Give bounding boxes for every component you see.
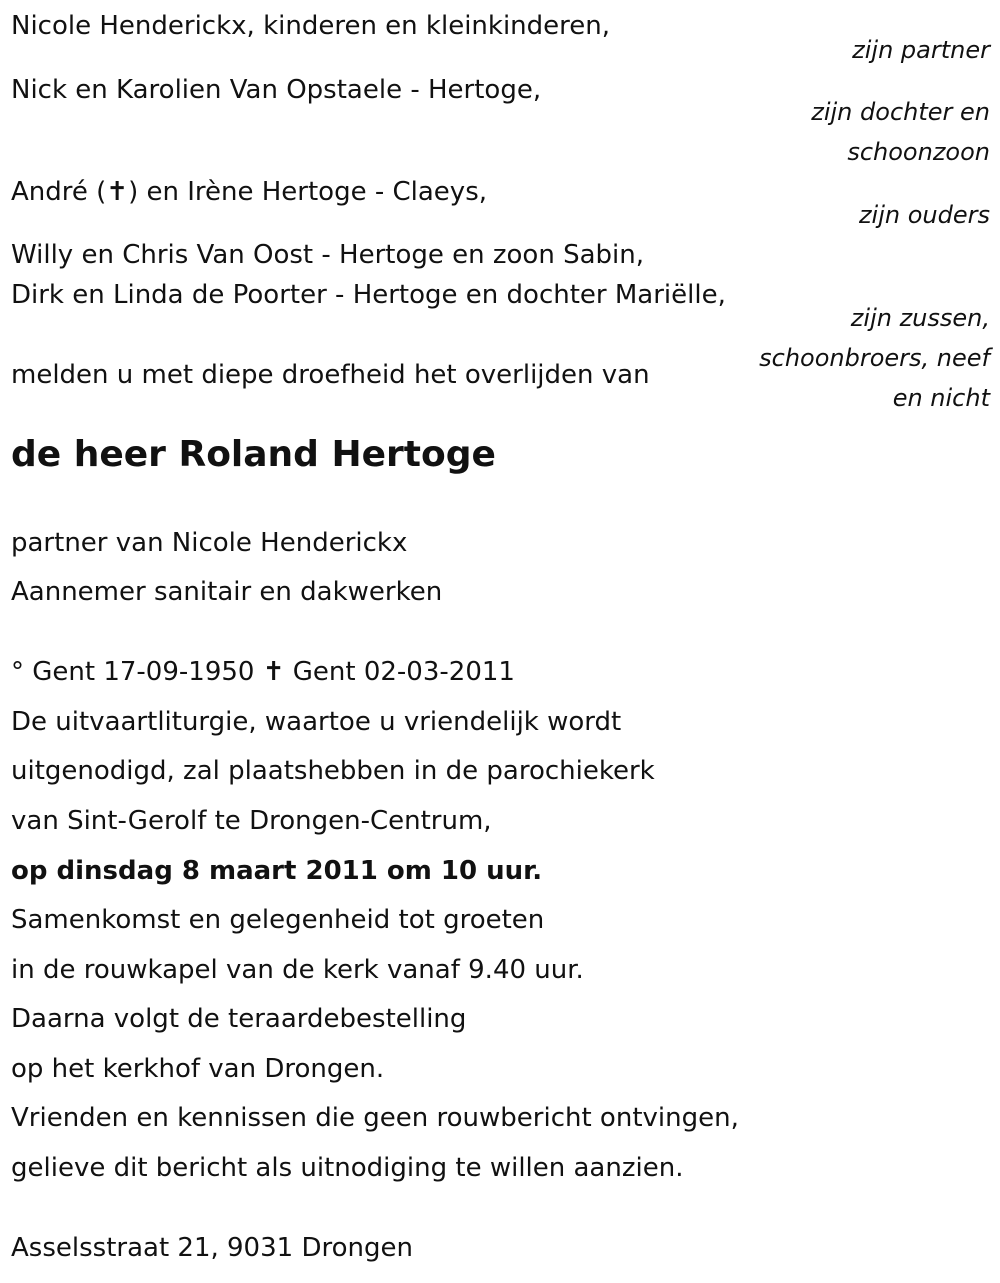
family-line-sister-2: Dirk en Linda de Poorter - Hertoge en dochter Mariëlle, [11,280,726,310]
description-profession: Aannemer sanitair en dakwerken [11,577,443,607]
address: Asselsstraat 21, 9031 Drongen [11,1233,413,1263]
role-parents: zijn ouders [858,201,990,229]
role-partner: zijn partner [852,36,990,64]
role-daughter: zijn dochter en [811,98,990,126]
details-line: gelieve dit bericht als uitnodiging te willen aanzien. [11,1153,684,1183]
announcement-text: melden u met diepe droefheid het overlijden van [11,360,650,390]
funeral-line: uitgenodigd, zal plaatshebben in de parochiekerk [11,756,655,786]
birth-death-dates: ° Gent 17-09-1950 ✝ Gent 02-03-2011 [11,657,515,687]
family-line-daughter: Nick en Karolien Van Opstaele - Hertoge, [11,75,542,105]
funeral-date: op dinsdag 8 maart 2011 om 10 uur. [11,856,543,886]
details-line: op het kerkhof van Drongen. [11,1054,385,1084]
family-line-partner: Nicole Henderickx, kinderen en kleinkinderen, [11,11,611,41]
deceased-name: de heer Roland Hertoge [11,434,496,475]
role-sisters: zijn zussen, [850,304,990,332]
details-line: Vrienden en kennissen die geen rouwbericht ontvingen, [11,1103,739,1133]
details-line: Daarna volgt de teraardebestelling [11,1004,467,1034]
role-niece: en nicht [892,384,990,412]
details-line: Samenkomst en gelegenheid tot groeten [11,905,545,935]
details-line: in de rouwkapel van de kerk vanaf 9.40 uur. [11,955,584,985]
role-brothers-in-law: schoonbroers, neef [759,344,990,372]
family-line-sister-1: Willy en Chris Van Oost - Hertoge en zoon Sabin, [11,240,644,270]
role-son-in-law: schoonzoon [847,138,990,166]
description-partner: partner van Nicole Henderickx [11,528,408,558]
family-line-parents: André (✝) en Irène Hertoge - Claeys, [11,177,487,207]
funeral-line: van Sint-Gerolf te Drongen-Centrum, [11,806,492,836]
funeral-line: De uitvaartliturgie, waartoe u vriendelijk wordt [11,707,622,737]
